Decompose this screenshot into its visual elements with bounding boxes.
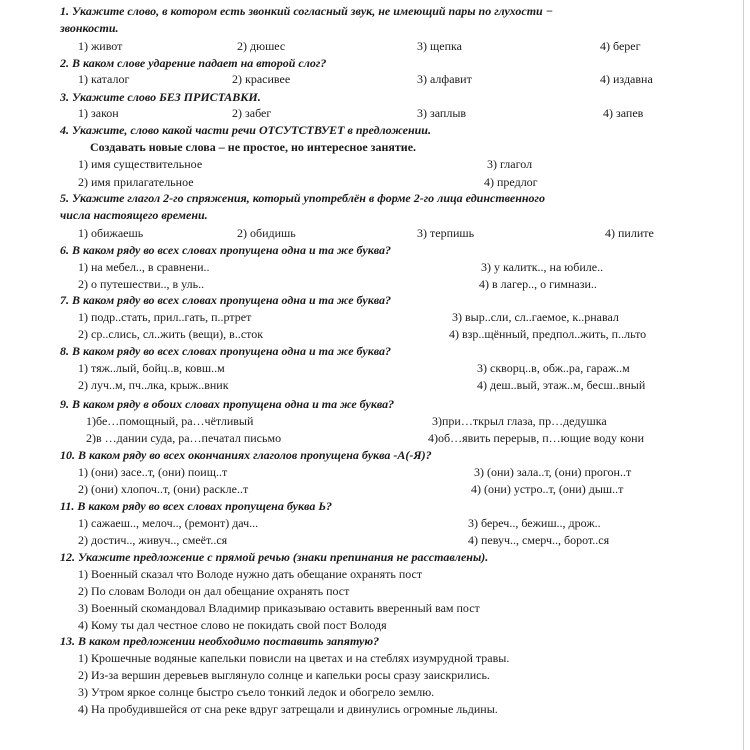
q12-option-3: 3) Военный скомандовал Владимир приказываю оставить вверенный вам пост	[78, 601, 480, 615]
question-9-title: 9. В каком ряду в обоих словах пропущена одна и та же буква?	[60, 397, 395, 411]
question-11-title: 11. В каком ряду во всех словах пропущена буква Ь?	[60, 499, 332, 513]
q4-option-1: 1) имя существительное	[78, 157, 203, 171]
q10-option-4: 4) (они) устро..т, (они) дыш..т	[471, 482, 624, 496]
q11-option-2: 2) достич.., живуч.., смеёт..ся	[78, 533, 228, 547]
question-2-title: 2. В каком слове ударение падает на второй слог?	[60, 56, 327, 70]
q13-option-4: 4) На пробудившейся от сна реке вдруг затрещали и двинулись огромные льдины.	[78, 702, 498, 716]
q5-option-3: 3) терпишь	[417, 226, 475, 240]
question-6-title: 6. В каком ряду во всех словах пропущена одна и та же буква?	[60, 243, 392, 257]
q12-option-2: 2) По словам Володи он дал обещание охранять пост	[78, 584, 350, 598]
q2-option-2: 2) красивее	[232, 72, 291, 86]
q9-option-1: 1)бе…помощный, ра…чётливый	[86, 414, 254, 428]
q11-option-4: 4) певуч.., смерч.., борот..ся	[468, 533, 610, 547]
question-5-title: 5. Укажите глагол 2-го спряжения, который употреблён в форме 2-го лица единственного	[60, 191, 545, 205]
question-1-title-cont: звонкости.	[60, 21, 119, 35]
question-5-title-cont: числа настоящего времени.	[60, 208, 208, 222]
q13-option-1: 1) Крошечные водяные капельки повисли на цветах и на стеблях изумрудной травы.	[78, 651, 510, 665]
q1-option-2: 2) дюшес	[237, 39, 286, 53]
q10-option-1: 1) (они) засе..т, (они) поищ..т	[78, 465, 228, 479]
q13-option-2: 2) Из-за вершин деревьев выглянуло солнце и капельки росы сразу заискрились.	[78, 668, 490, 682]
q10-option-2: 2) (они) хлопоч..т, (они) раскле..т	[78, 482, 249, 496]
q7-option-4: 4) взр..щённый, предпол..жить, п..льто	[449, 327, 647, 341]
q4-option-4: 4) предлог	[484, 175, 538, 189]
q6-option-4: 4) в лагер.., о гимнази..	[479, 277, 597, 291]
q1-option-1: 1) живот	[78, 39, 123, 53]
q2-option-1: 1) каталог	[78, 72, 130, 86]
q7-option-1: 1) подр..стать, прил..гать, п..ртрет	[78, 310, 252, 324]
q11-option-1: 1) сажаеш.., мелоч.., (ремонт) дач...	[78, 516, 259, 530]
q8-option-4: 4) деш..вый, этаж..м, бесш..вный	[477, 378, 646, 392]
question-10-title: 10. В каком ряду во всех окончаниях глаголов пропущена буква -А(-Я)?	[60, 448, 432, 462]
q13-option-3: 3) Утром яркое солнце быстро съело тонкий ледок и обогрело землю.	[78, 685, 435, 699]
q9-option-2: 2)в …дании суда, ра…печатал письмо	[86, 431, 282, 445]
q3-option-1: 1) закон	[78, 106, 119, 120]
q8-option-2: 2) луч..м, пч..лка, крыж..вник	[78, 378, 229, 392]
q5-option-2: 2) обидишь	[237, 226, 296, 240]
q2-option-4: 4) издавна	[600, 72, 653, 86]
question-4-sentence: Создавать новые слова – не простое, но интересное занятие.	[90, 140, 417, 154]
q5-option-1: 1) обижаешь	[78, 226, 144, 240]
q6-option-3: 3) у калитк.., на юбиле..	[481, 260, 604, 274]
q4-option-3: 3) глагол	[487, 157, 533, 171]
q12-option-4: 4) Кому ты дал честное слово не покидать свой пост Володя	[78, 618, 387, 632]
q3-option-4: 4) запев	[603, 106, 644, 120]
q4-option-2: 2) имя прилагательное	[78, 175, 194, 189]
q8-option-3: 3) скворц..в, обж..ра, гараж..м	[477, 361, 630, 375]
q2-option-3: 3) алфавит	[417, 72, 472, 86]
q6-option-2: 2) о путешестви.., в уль..	[78, 277, 205, 291]
q5-option-4: 4) пилите	[605, 226, 654, 240]
question-1-title: 1. Укажите слово, в котором есть звонкий согласный звук, не имеющий пары по глухости −	[60, 4, 553, 18]
question-4-title: 4. Укажите, слово какой части речи ОТСУТСТВУЕТ в предложении.	[60, 123, 431, 137]
q9-option-4: 4)об…явить перерыв, п…ющие воду кони	[428, 431, 645, 445]
question-3-title: 3. Укажите слово БЕЗ ПРИСТАВКИ.	[60, 90, 261, 104]
q1-option-4: 4) берег	[600, 39, 641, 53]
q9-option-3: 3)при…ткрыл глаза, пр…дедушка	[432, 414, 607, 428]
q3-option-3: 3) заплыв	[417, 106, 467, 120]
question-8-title: 8. В каком ряду во всех словах пропущена одна и та же буква?	[60, 344, 392, 358]
question-12-title: 12. Укажите предложение с прямой речью (знаки препинания не расставлены).	[60, 550, 489, 564]
q1-option-3: 3) щепка	[417, 39, 462, 53]
q6-option-1: 1) на мебел.., в сравнени..	[78, 260, 210, 274]
q10-option-3: 3) (они) зала..т, (они) прогон..т	[474, 465, 632, 479]
q3-option-2: 2) забег	[232, 106, 272, 120]
q8-option-1: 1) тяж..лый, бойц..в, ковш..м	[78, 361, 225, 375]
question-7-title: 7. В каком ряду во всех словах пропущена одна и та же буква?	[60, 293, 392, 307]
q7-option-2: 2) ср..слись, сл..жить (вещи), в..сток	[78, 327, 264, 341]
question-13-title: 13. В каком предложении необходимо поставить запятую?	[60, 634, 380, 648]
q11-option-3: 3) береч.., бежиш.., дрож..	[468, 516, 601, 530]
q7-option-3: 3) выр..сли, сл..гаемое, к..рнавал	[452, 310, 619, 324]
q12-option-1: 1) Военный сказал что Володе нужно дать обещание охранять пост	[78, 567, 423, 581]
